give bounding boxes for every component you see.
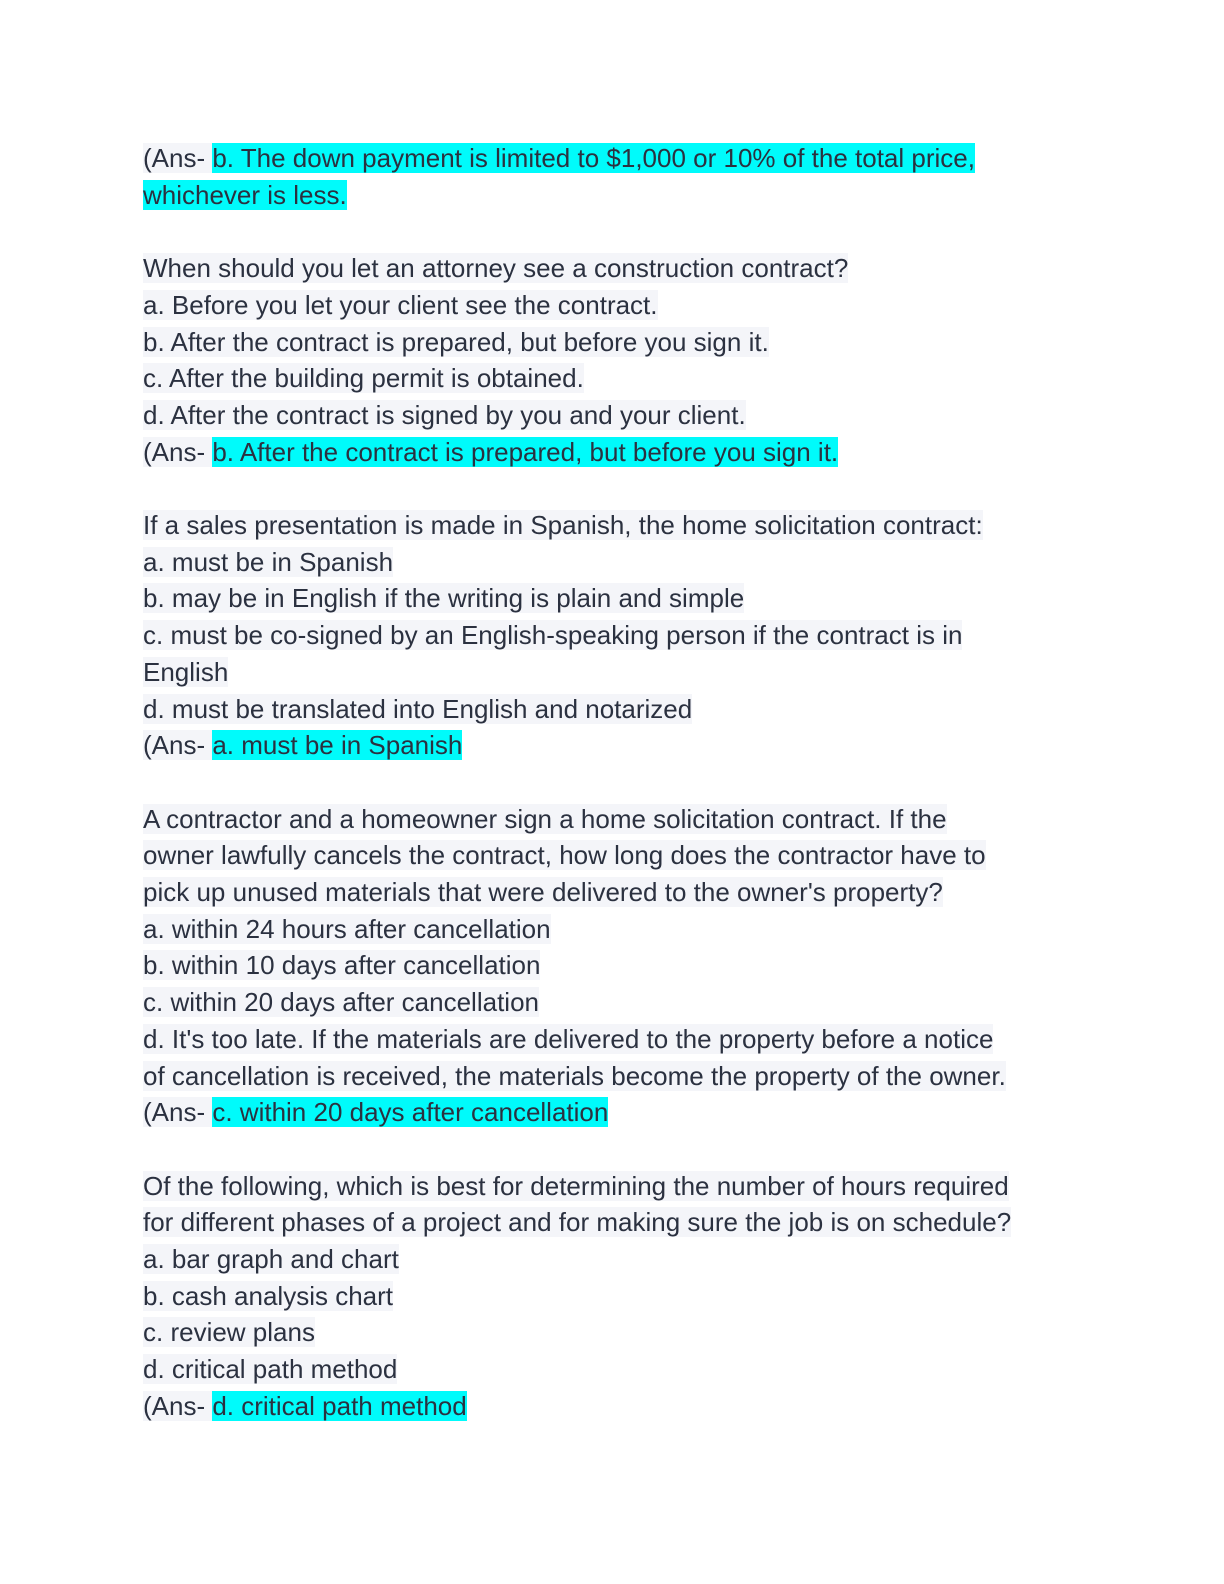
option-line: a. bar graph and chart [143, 1244, 399, 1275]
question-text: for different phases of a project and for making sure the job is on schedule? [143, 1207, 1012, 1238]
paragraph-gap [143, 764, 1143, 801]
option-line: b. After the contract is prepared, but before you sign it. [143, 326, 769, 357]
answer-prefix: (Ans- [143, 1390, 213, 1421]
answer-prefix: (Ans- [143, 1097, 213, 1128]
option-line: a. Before you let your client see the contract. [143, 289, 658, 320]
question-text: Of the following, which is best for determining the number of hours required [143, 1170, 1009, 1201]
answer-prefix: (Ans- [143, 730, 213, 761]
option-line: a. must be in Spanish [143, 546, 394, 577]
question-3 [143, 801, 1143, 1131]
answer-prefix: (Ans- [143, 143, 213, 173]
answer-line [143, 177, 1143, 214]
option-line: of cancellation is received, the materials become the property of the owner. [143, 1060, 1006, 1091]
answer-highlight: b. After the contract is prepared, but before you sign it. [212, 436, 839, 467]
question-text: owner lawfully cancels the contract, how long does the contractor have to [143, 840, 986, 871]
paragraph-gap [143, 470, 1143, 507]
question-text: pick up unused materials that were delivered to the owner's property? [143, 877, 943, 908]
option-line: c. must be co-signed by an English-speaking person if the contract is in [143, 620, 963, 651]
option-line: b. within 10 days after cancellation [143, 950, 541, 981]
question-text: A contractor and a homeowner sign a home solicitation contract. If the [143, 803, 947, 834]
question-2 [143, 507, 1143, 764]
answer-highlight: b. The down payment is limited to $1,000 or 10% of the total price, [212, 143, 975, 173]
answer-block-0 [143, 140, 1143, 213]
option-line: a. within 24 hours after cancellation [143, 913, 551, 944]
paragraph-gap [143, 213, 1143, 250]
question-1 [143, 250, 1143, 470]
option-line: b. may be in English if the writing is plain and simple [143, 583, 745, 614]
option-line: d. must be translated into English and notarized [143, 693, 693, 724]
option-line: b. cash analysis chart [143, 1280, 394, 1311]
option-line: d. critical path method [143, 1354, 398, 1385]
answer-highlight: whichever is less. [143, 179, 347, 210]
option-line: c. After the building permit is obtained. [143, 363, 584, 394]
option-line: d. It's too late. If the materials are delivered to the property before a notice [143, 1023, 994, 1054]
option-line: English [143, 656, 229, 687]
option-line: c. within 20 days after cancellation [143, 987, 539, 1018]
answer-line [143, 727, 1143, 764]
answer-line [143, 434, 1143, 471]
question-text: If a sales presentation is made in Spanish, the home solicitation contract: [143, 510, 983, 540]
answer-line [143, 1094, 1143, 1131]
question-4 [143, 1168, 1143, 1425]
option-line: c. review plans [143, 1317, 315, 1348]
option-line: d. After the contract is signed by you and your client. [143, 399, 746, 430]
answer-prefix: (Ans- [143, 436, 213, 467]
paragraph-gap [143, 1131, 1143, 1168]
answer-line [143, 140, 1143, 177]
document-page [143, 140, 1143, 1425]
question-text: When should you let an attorney see a construction contract? [143, 253, 849, 284]
answer-line [143, 1388, 1143, 1425]
answer-highlight: d. critical path method [212, 1390, 467, 1421]
answer-highlight: a. must be in Spanish [212, 730, 463, 761]
answer-highlight: c. within 20 days after cancellation [212, 1097, 609, 1128]
